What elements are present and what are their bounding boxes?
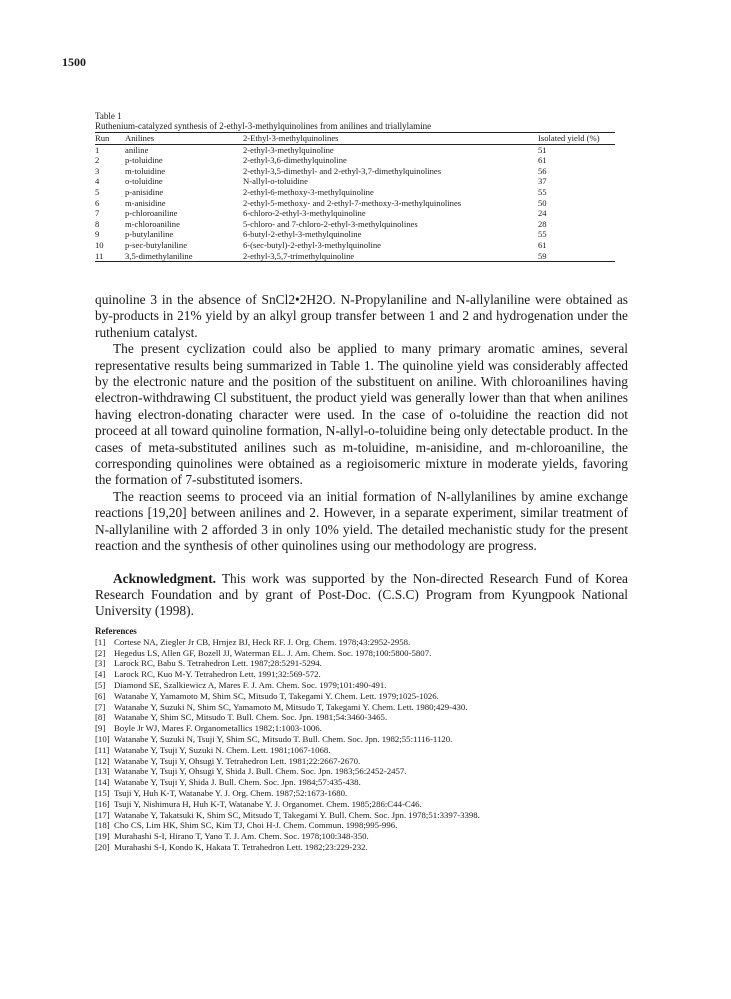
header-yield: Isolated yield (%) <box>538 133 600 143</box>
table-row <box>95 198 615 209</box>
cell-aniline: p-sec-butylaniline <box>125 239 188 250</box>
reference-text: Murahashi S-I, Hirano T, Yano T. J. Am. Chem. Soc. 1978;100:348-350. <box>114 831 369 842</box>
reference-number: [4] <box>95 669 106 680</box>
table-body <box>95 144 615 262</box>
reference-number: [12] <box>95 755 110 766</box>
results-table <box>95 132 615 262</box>
table-row <box>95 187 615 198</box>
reference-item <box>95 648 615 659</box>
cell-run: 3 <box>95 165 100 176</box>
cell-aniline: p-chloroaniline <box>125 208 178 219</box>
cell-yield: 55 <box>538 186 547 197</box>
cell-aniline: m-toluidine <box>125 165 166 176</box>
cell-yield: 55 <box>538 229 547 240</box>
reference-text: Watanabe Y, Suzuki N, Shim SC, Yamamoto M, Mitsudo T, Takegami Y. Chem. Lett. 1980;429-430. <box>114 701 468 712</box>
reference-text: Murahashi S-I, Kondo K, Hakata T. Tetrahedron Lett. 1982;23:229-232. <box>114 841 368 852</box>
cell-quinoline: N-allyl-o-toluidine <box>243 176 308 187</box>
reference-item <box>95 712 615 723</box>
references-list <box>95 637 615 853</box>
cell-aniline: aniline <box>125 144 149 155</box>
cell-yield: 50 <box>538 197 547 208</box>
reference-text: Watanabe Y, Yamamoto M, Shim SC, Mitsudo T, Takegami Y. Chem. Lett. 1979;1025-1026. <box>114 690 439 701</box>
table-row <box>95 208 615 219</box>
reference-text: Cho CS, Lim HK, Shim SC, Kim TJ, Choi H-J. Chem. Commun. 1998;995-996. <box>114 820 398 831</box>
table-row <box>95 144 615 155</box>
reference-number: [16] <box>95 798 110 809</box>
cell-yield: 61 <box>538 155 547 166</box>
reference-text: Hegedus LS, Allen GF, Bozell JJ, Waterman EL. J. Am. Chem. Soc. 1978;100:5800-5807. <box>114 647 432 658</box>
references-title: References <box>95 626 137 636</box>
cell-aniline: p-butylaniline <box>125 229 174 240</box>
cell-quinoline: 2-ethyl-3,5-dimethyl- and 2-ethyl-3,7-dimethylquinolines <box>243 165 442 176</box>
reference-text: Watanabe Y, Suzuki N, Tsuji Y, Shim SC, Mitsudo T. Bull. Chem. Soc. Jpn. 1982;55:1116-1120. <box>114 733 453 744</box>
paragraph-3: The reaction seems to proceed via an initial formation of N-allylanilines by amine exchange reactions [19,20] between anilines and 2. However, in a separate experiment, similar treatment of N-allylaniline with 2 afforded 3 in only 10% yield. The detailed mechanistic study for the present reaction and the synthesis of other quinolines using our methodology are progress. <box>95 488 628 554</box>
reference-number: [8] <box>95 712 106 723</box>
reference-text: Diamond SE, Szalkiewicz A, Mares F. J. Am. Chem. Soc. 1979;101:490-491. <box>114 679 387 690</box>
cell-run: 10 <box>95 239 104 250</box>
cell-yield: 28 <box>538 218 547 229</box>
cell-quinoline: 2-ethyl-3,6-dimethylquinoline <box>243 155 347 166</box>
cell-yield: 56 <box>538 165 547 176</box>
cell-run: 9 <box>95 229 100 240</box>
reference-number: [15] <box>95 787 110 798</box>
acknowledgment-text: This work was supported by the Non-directed Research Fund of Korea Research Foundation and by grant of Post-Doc. (C.S.C) Program from Kyungpook National University (1998). <box>95 570 628 619</box>
cell-aniline: p-toluidine <box>125 155 163 166</box>
reference-item <box>95 658 615 669</box>
reference-text: Watanabe Y, Tsuji Y, Suzuki N. Chem. Lett. 1981;1067-1068. <box>114 744 331 755</box>
reference-number: [20] <box>95 841 110 852</box>
header-run: Run <box>95 133 110 143</box>
reference-number: [9] <box>95 723 106 734</box>
reference-item <box>95 680 615 691</box>
cell-quinoline: 6-butyl-2-ethyl-3-methylquinoline <box>243 229 362 240</box>
reference-text: Watanabe Y, Tsuji Y, Shida J. Bull. Chem. Soc. Jpn. 1984;57:435-438. <box>114 777 361 788</box>
table-row <box>95 155 615 166</box>
reference-text: Boyle Jr WJ, Mares F. Organometallics 1982;1:1003-1006. <box>114 723 322 734</box>
body-text <box>95 292 628 620</box>
reference-number: [10] <box>95 733 110 744</box>
table-caption: Ruthenium-catalyzed synthesis of 2-ethyl-3-methylquinolines from anilines and triallylamine <box>95 121 432 131</box>
cell-quinoline: 5-chloro- and 7-chloro-2-ethyl-3-methylquinolines <box>243 218 418 229</box>
table-label: Table 1 <box>95 111 122 121</box>
header-quinolines: 2-Ethyl-3-methylquinolines <box>243 133 339 143</box>
cell-aniline: m-chloroaniline <box>125 218 180 229</box>
cell-run: 4 <box>95 176 100 187</box>
paragraph-1: quinoline 3 in the absence of SnCl2•2H2O. N-Propylaniline and N-allylaniline were obtained as by-products in 21% yield by an alkyl group transfer between 1 and 2 and hydrogenation under the ruthenium catalyst. <box>95 292 628 340</box>
reference-number: [1] <box>95 636 106 647</box>
reference-item <box>95 745 615 756</box>
reference-text: Watanabe Y, Shim SC, Mitsudo T. Bull. Chem. Soc. Jpn. 1981;54:3460-3465. <box>114 712 388 723</box>
cell-aniline: p-anisidine <box>125 186 164 197</box>
reference-text: Cortese NA, Ziegler Jr CB, Hrnjez BJ, Heck RF. J. Org. Chem. 1978;43:2952-2958. <box>114 636 411 647</box>
reference-number: [7] <box>95 701 106 712</box>
cell-run: 1 <box>95 144 100 155</box>
cell-run: 8 <box>95 218 100 229</box>
table-row <box>95 251 615 262</box>
reference-item <box>95 831 615 842</box>
cell-run: 5 <box>95 186 100 197</box>
cell-quinoline: 2-ethyl-3,5,7-trimethylquinoline <box>243 250 355 261</box>
reference-text: Tsuji Y, Huh K-T, Watanabe Y. J. Org. Chem. 1987;52:1673-1680. <box>114 787 348 798</box>
reference-text: Larock RC, Babu S. Tetrahedron Lett. 1987;28:5291-5294. <box>114 658 322 669</box>
acknowledgment-heading: Acknowledgment. <box>113 570 217 586</box>
paragraph-2: The present cyclization could also be applied to many primary aromatic amines, several representative results being summarized in Table 1. The quinoline yield was considerably affected by the electronic nature and the position of the substituent on aniline. With chloroanilines having electron-withdrawing Cl substituent, the product yield was generally lower than that when anilines having electron-donating character were used. In the case of o-toluidine the reaction did not proceed at all toward quinoline formation, N-allyl-o-toluidine being only detectable product. In the cases of meta-substituted anilines such as m-toluidine, m-anisidine, and m-chloroaniline, the corresponding quinolines were obtained as a regioisomeric mixture in moderate yields, favoring the formation of 7-substituted isomers. <box>95 341 628 488</box>
cell-quinoline: 2-ethyl-3-methylquinoline <box>243 144 334 155</box>
reference-item <box>95 756 615 767</box>
cell-yield: 59 <box>538 250 547 261</box>
reference-item <box>95 669 615 680</box>
reference-item <box>95 820 615 831</box>
cell-yield: 37 <box>538 176 547 187</box>
reference-number: [17] <box>95 809 110 820</box>
reference-item <box>95 702 615 713</box>
reference-number: [11] <box>95 744 110 755</box>
cell-yield: 24 <box>538 208 547 219</box>
cell-run: 6 <box>95 197 100 208</box>
reference-number: [3] <box>95 658 106 669</box>
reference-text: Watanabe Y, Takatsuki K, Shim SC, Mitsudo T, Takegami Y. Bull. Chem. Soc. Jpn. 1978;51:3397-3398. <box>114 809 480 820</box>
reference-item <box>95 842 615 853</box>
cell-aniline: o-toluidine <box>125 176 163 187</box>
reference-number: [19] <box>95 831 110 842</box>
reference-item <box>95 637 615 648</box>
table-header-row <box>95 133 615 145</box>
cell-run: 2 <box>95 155 100 166</box>
table-row <box>95 166 615 177</box>
header-anilines: Anilines <box>125 133 155 143</box>
cell-run: 7 <box>95 208 100 219</box>
cell-quinoline: 6-(sec-butyl)-2-ethyl-3-methylquinoline <box>243 239 381 250</box>
table-row <box>95 176 615 187</box>
acknowledgment <box>95 571 628 620</box>
page-number: 1500 <box>62 55 86 69</box>
table-row <box>95 229 615 240</box>
reference-text: Larock RC, Kuo M-Y. Tetrahedron Lett. 1991;32:569-572. <box>114 669 321 680</box>
table-1 <box>95 111 615 262</box>
reference-item <box>95 788 615 799</box>
table-row <box>95 240 615 251</box>
reference-item <box>95 777 615 788</box>
cell-yield: 51 <box>538 144 547 155</box>
cell-yield: 61 <box>538 239 547 250</box>
cell-aniline: 3,5-dimethylaniline <box>125 250 193 261</box>
reference-item <box>95 799 615 810</box>
reference-item <box>95 810 615 821</box>
reference-number: [14] <box>95 777 110 788</box>
reference-number: [6] <box>95 690 106 701</box>
reference-item <box>95 766 615 777</box>
cell-run: 11 <box>95 250 104 261</box>
reference-item <box>95 691 615 702</box>
references <box>95 626 615 853</box>
table-row <box>95 219 615 230</box>
cell-quinoline: 6-chloro-2-ethyl-3-methylquinoline <box>243 208 366 219</box>
reference-text: Tsuji Y, Nishimura H, Huh K-T, Watanabe Y. J. Organomet. Chem. 1985;286:C44-C46. <box>114 798 422 809</box>
reference-number: [2] <box>95 647 106 658</box>
reference-number: [13] <box>95 766 110 777</box>
cell-aniline: m-anisidine <box>125 197 166 208</box>
reference-item <box>95 723 615 734</box>
reference-number: [18] <box>95 820 110 831</box>
reference-item <box>95 734 615 745</box>
cell-quinoline: 2-ethyl-5-methoxy- and 2-ethyl-7-methoxy-3-methylquinolines <box>243 197 462 208</box>
reference-text: Watanabe Y, Tsuji Y, Ohsugi Y. Tetrahedron Lett. 1981;22:2667-2670. <box>114 755 361 766</box>
cell-quinoline: 2-ethyl-6-methoxy-3-methylquinoline <box>243 186 374 197</box>
reference-number: [5] <box>95 679 106 690</box>
reference-text: Watanabe Y, Tsuji Y, Ohsugi Y, Shida J. Bull. Chem. Soc. Jpn. 1983;56:2452-2457. <box>114 766 407 777</box>
